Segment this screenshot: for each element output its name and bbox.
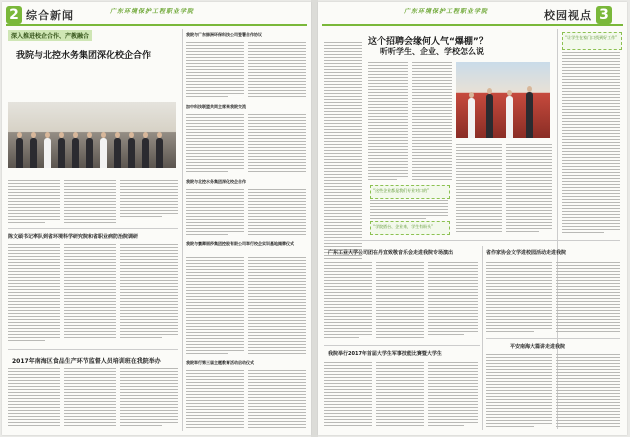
right-masthead [540, 4, 612, 26]
lead-headline: 我院与北控水务集团深化校企合作 [16, 51, 152, 61]
page-number: 2 [6, 6, 22, 24]
side-quote-2: “学院搭台、企业来，学生有盼头” [373, 224, 434, 229]
feature-body-col4 [370, 200, 448, 220]
article-headline-1: 广东工业大学公司团在丹宜致敬音乐会走进我院专场演出 [328, 250, 454, 256]
side-quote-box-3 [562, 32, 622, 50]
article-headline-7: 我院举行第三届主题教育活动启动仪式 [186, 360, 254, 365]
article-2-col2 [556, 262, 620, 334]
feature-body-col6 [506, 144, 552, 234]
column-rule [182, 29, 183, 431]
side-quote-3: “让学生在家门口找到好工作” [565, 35, 618, 40]
feature-headline-line1: 这个招聘会缘何人气“爆棚”？ [368, 37, 488, 47]
article-headline-1: 我院与北控水务集团深化校企合作 [186, 179, 246, 184]
article-6-col1 [186, 257, 244, 355]
article-5-col2 [248, 114, 306, 174]
article-2-col2 [64, 244, 116, 344]
article-2-col3 [120, 244, 178, 344]
divider [324, 345, 480, 346]
article-2-col1 [486, 262, 552, 334]
section-title: 校园视点 [544, 9, 592, 22]
article-5-col1 [186, 114, 244, 174]
article-2-col1 [8, 244, 60, 344]
feature-body-col3 [412, 62, 452, 182]
lead-body-col1 [8, 180, 60, 225]
lead-body-col2 [64, 180, 116, 225]
right-col-body [562, 52, 620, 238]
article-4-col1 [186, 42, 244, 100]
feature-photo [456, 62, 550, 138]
side-quote-box-1 [370, 185, 450, 199]
section-title: 综合新闻 [26, 9, 74, 22]
article-3-col2 [64, 368, 116, 430]
article-4-col2 [556, 354, 620, 430]
article-4-col1 [486, 354, 552, 430]
lead-photo [8, 102, 176, 168]
article-headline-2: 陈文碩书记率队到省环境科学研究院和省职业病防治院调研 [8, 234, 139, 240]
article-1-col2 [248, 189, 306, 237]
article-1-col1 [324, 262, 372, 342]
article-7-col2 [248, 370, 306, 430]
paper-name: 广东环境保护工程职业学院 [404, 8, 489, 15]
article-3-col1 [324, 362, 372, 430]
article-3-col3 [428, 362, 478, 430]
column-rule [482, 246, 483, 430]
article-headline-3: 2017年南海区食品生产环节监督人员培训班在我院举办 [12, 358, 161, 365]
article-1-col1 [186, 189, 244, 237]
article-7-col1 [186, 370, 244, 430]
lead-body-col3 [120, 180, 178, 225]
left-masthead [6, 4, 78, 26]
side-quote-1: “这些企业都是我们专业对口的” [373, 188, 430, 193]
page-gutter [311, 0, 318, 437]
article-headline-2: 省作家协会文学进校园活动走进我院 [486, 250, 567, 256]
side-quote-box-2 [370, 221, 450, 235]
masthead-rule [6, 24, 307, 26]
article-4-col2 [248, 42, 306, 100]
article-headline-6: 我院与寰卿丽莎集团控股有限公司举行校企实训基地揭牌仪式 [186, 241, 294, 246]
paper-name: 广东环境保护工程职业学院 [110, 8, 195, 15]
divider [8, 349, 178, 350]
feature-body-col2 [368, 62, 408, 182]
article-1-col3 [428, 262, 478, 342]
left-page [2, 2, 311, 435]
article-headline-4: 我院与广东绿洲环保科技公司签署合作协议 [186, 32, 262, 37]
article-1-col2 [376, 262, 424, 342]
divider [486, 338, 620, 339]
article-headline-4: 平安南海大篇讲走进我院 [510, 344, 566, 350]
article-3-col3 [120, 368, 178, 430]
article-3-col2 [376, 362, 424, 430]
masthead-rule [322, 24, 623, 26]
right-page [318, 2, 627, 435]
page-number: 3 [596, 6, 612, 24]
feature-headline-line2: 听听学生、企业、学校怎么说 [380, 47, 484, 56]
article-headline-5: 加中科技联盟共同主席来我院交流 [186, 104, 246, 109]
feature-body-col1 [324, 42, 362, 262]
lead-kicker: 深入推进校企合作、产教融合 [8, 30, 92, 41]
divider [324, 240, 620, 241]
article-3-col1 [8, 368, 60, 430]
feature-body-col5 [456, 144, 502, 234]
article-6-col2 [248, 257, 306, 355]
article-headline-3: 我院举行2017年首届大学生军事技能比赛暨大学生 [328, 351, 442, 357]
divider [8, 228, 178, 229]
